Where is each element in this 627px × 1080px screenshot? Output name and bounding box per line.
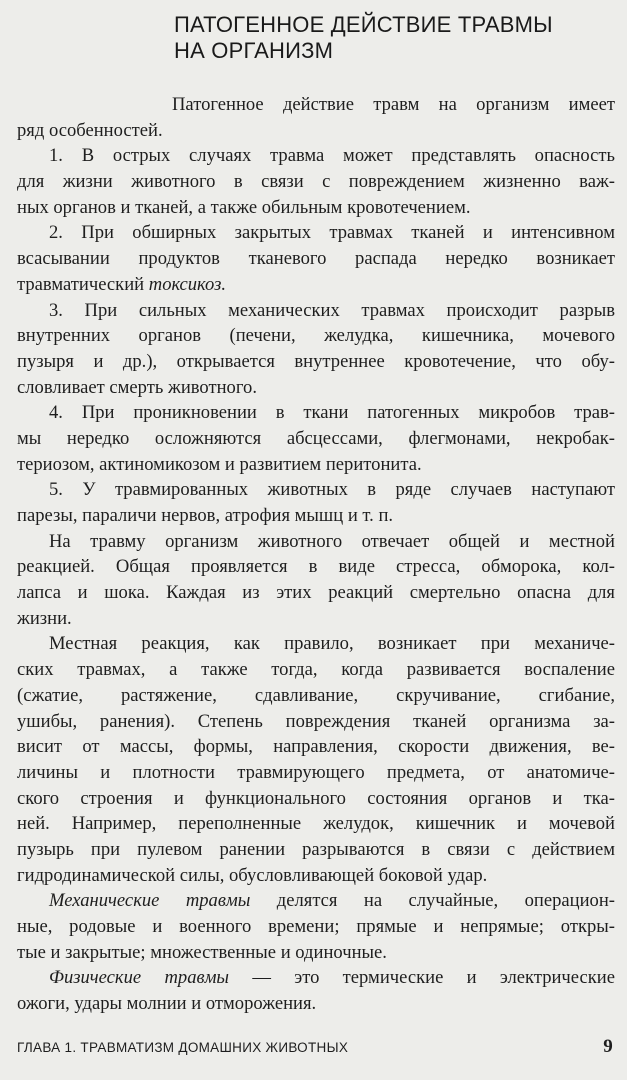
text-line: 2. При обширных закрытых травмах тканей и интенсивном	[49, 222, 615, 244]
body-text	[17, 92, 615, 1017]
text-line: ные, родовые и военного времени; прямые и непрямые; откры-	[17, 916, 615, 937]
text-line: ней. Например, переполненные желудок, кишечник и мочевой	[17, 813, 615, 835]
text-line: (сжатие, растяжение, сдавливание, скручивание, сгибание,	[17, 684, 615, 706]
text-line: реакцией. Общая проявляется в виде стресса, обморока, кол-	[17, 556, 615, 578]
italic-term: Механические травмы	[49, 890, 251, 912]
text-line: жизни.	[17, 607, 72, 629]
text-line: ряд особенностей.	[17, 119, 163, 141]
heading-line: НА ОРГАНИЗМ	[174, 38, 334, 63]
text-line: 5. У травмированных животных в ряде случаев наступают	[49, 479, 615, 501]
text-line: парезы, параличи нервов, атрофия мышц и т. п.	[17, 505, 394, 526]
text-line: На травму организм животного отвечает общей и местной	[49, 530, 615, 552]
text-line: пузыря и др.), открывается внутреннее кровотечение, что обу-	[17, 350, 615, 372]
text-line: ушибы, ранения). Степень повреждения тканей организма за-	[17, 710, 615, 732]
page-number: 9	[603, 1036, 613, 1057]
text-run: — это термические и электрические	[229, 967, 615, 989]
text-run: делятся на случайные, операцион-	[250, 890, 615, 912]
text-line: 1. В острых случаях травма может представлять опасность	[49, 145, 615, 167]
text-line: пузырь при пулевом ранении разрываются в связи с действием	[17, 838, 615, 860]
text-line	[17, 272, 615, 298]
text-line: ных органов и тканей, а также обильным кровотечением.	[17, 196, 471, 218]
text-line: личины и плотности травмирующего предмета, от анатомиче-	[17, 761, 615, 783]
text-line: Местная реакция, как правило, возникает при механиче-	[49, 633, 615, 655]
page-footer	[17, 1036, 613, 1058]
italic-term: токсикоз.	[148, 273, 226, 295]
text-line: тые и закрытые; множественные и одиночные.	[17, 941, 387, 963]
text-line: гидродинамической силы, обусловливающей боковой удар.	[17, 864, 488, 886]
text-run: травматический	[17, 273, 149, 295]
text-line: для жизни животного в связи с повреждением жизненно важ-	[17, 171, 615, 193]
text-line: лапса и шока. Каждая из этих реакций смертельно опасна для	[17, 582, 615, 604]
heading-line: ПАТОГЕННОЕ ДЕЙСТВИЕ ТРАВМЫ	[174, 12, 553, 37]
text-line	[17, 888, 615, 914]
italic-term: Физические травмы	[49, 967, 230, 989]
running-title: ГЛАВА 1. ТРАВМАТИЗМ ДОМАШНИХ ЖИВОТНЫХ	[17, 1040, 349, 1055]
text-line: словливает смерть животного.	[17, 376, 257, 398]
text-line	[17, 965, 615, 991]
text-line: ских травмах, а также тогда, когда развивается воспаление	[17, 659, 615, 681]
text-line: 3. При сильных механических травмах происходит разрыв	[49, 299, 615, 321]
text-line: ского строения и функционального состояния органов и тка-	[17, 787, 615, 809]
text-line: 4. При проникновении в ткани патогенных микробов трав-	[49, 402, 615, 424]
text-line: всасывании продуктов тканевого распада нередко возникает	[17, 248, 615, 270]
text-line: висит от массы, формы, направления, скорости движения, ве-	[17, 736, 615, 758]
text-line: внутренних органов (печени, желудка, кишечника, мочевого	[17, 325, 615, 347]
section-heading	[174, 12, 553, 64]
text-line: териозом, актиномикозом и развитием перитонита.	[17, 453, 422, 475]
text-line: Патогенное действие травм на организм имеет	[172, 94, 615, 115]
text-line: ожоги, удары молнии и отморожения.	[17, 993, 317, 1015]
text-line: мы нередко осложняются абсцессами, флегмонами, некробак-	[17, 427, 615, 449]
